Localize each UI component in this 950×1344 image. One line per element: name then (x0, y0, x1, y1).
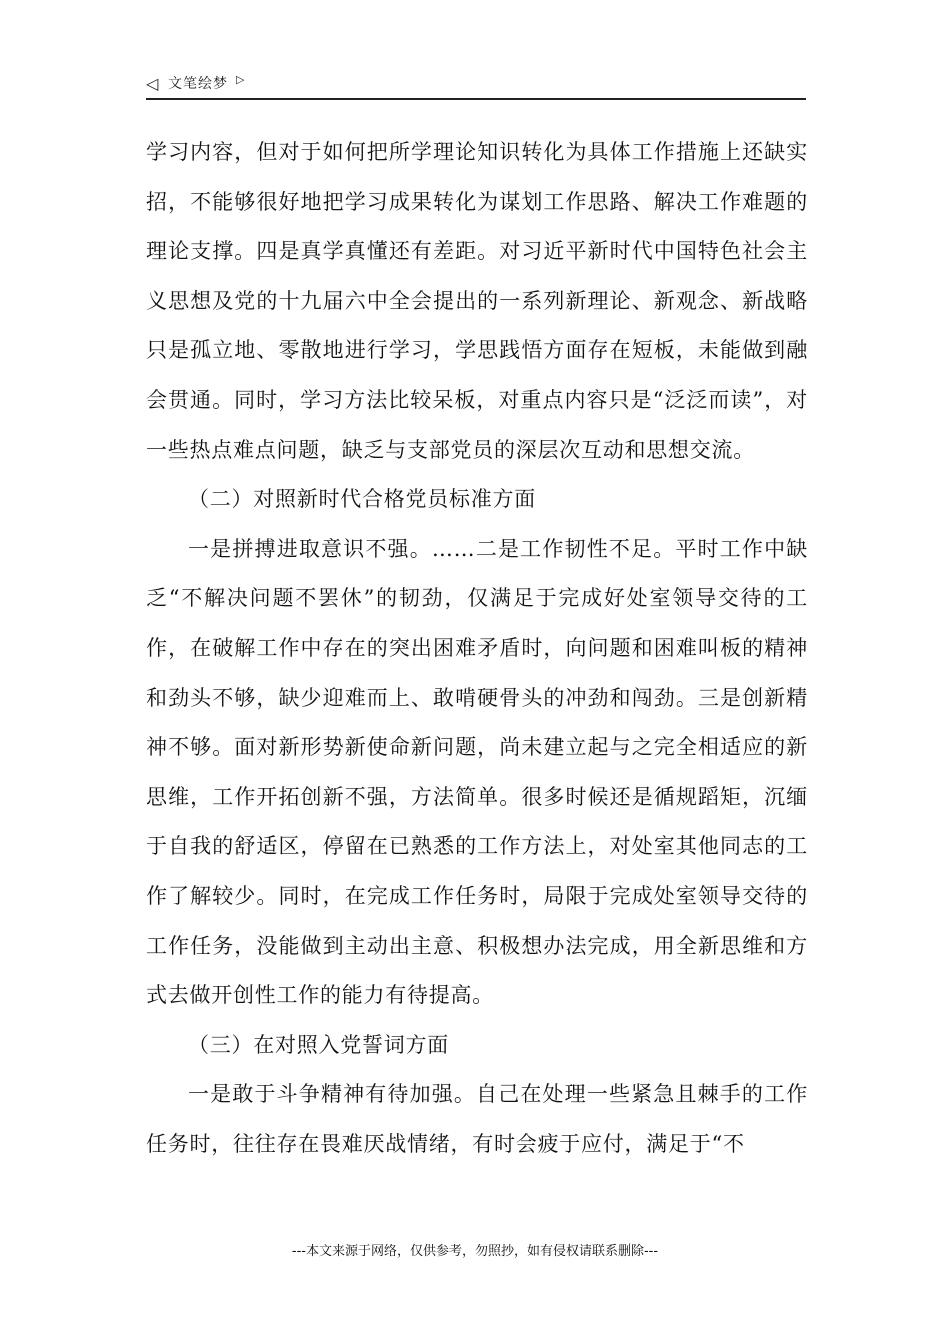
left-triangle-icon: ◁ (146, 74, 159, 93)
section-heading-3: （三）在对照入党誓词方面 (188, 1032, 449, 1057)
section-heading-2: （二）对照新时代合格党员标准方面 (188, 487, 536, 512)
header-title: 文笔绘梦 (168, 76, 228, 92)
paragraph-section-2: 一是拼搏进取意识不强。……二是工作韧性不足。平时工作中缺乏“不解决问题不罢休”的韧劲，仅满足于完成好处室领导交待的工作，在破解工作中存在的突出困难矛盾时，向问题和困难叫板的精神和劲头不够，缺少迎难而上、敢啃硬骨头的冲劲和闯劲。三是创新精神不够。面对新形势新使命新问题，尚未建立起与之完全相适应的新思维，工作开拓创新不强，方法简单。很多时候还是循规蹈矩，沉缅于自我的舒适区，停留在已熟悉的工作方法上，对处室其他同志的工作了解较少。同时，在完成工作任务时，局限于完成处室领导交待的工作任务，没能做到主动出主意、积极想办法完成，用全新思维和方式去做开创性工作的能力有待提高。 (146, 536, 808, 1008)
paragraph-continued: 学习内容，但对于如何把所学理论知识转化为具体工作措施上还缺实招，不能够很好地把学习成果转化为谋划工作思路、解决工作难题的理论支撑。四是真学真懂还有差距。对习近平新时代中国特色社会主义思想及党的十九届六中全会提出的一系列新理论、新观念、新战略只是孤立地、零散地进行学习，学思践悟方面存在短板，未能做到融会贯通。同时，学习方法比较呆板，对重点内容只是“泛泛而读”，对一些热点难点问题，缺乏与支部党员的深层次互动和思想交流。 (146, 140, 808, 462)
page-footer-disclaimer: ---本文来源于网络，仅供参考，勿照抄，如有侵权请联系删除--- (291, 1244, 659, 1259)
right-triangle-icon: ▷ (236, 73, 245, 86)
document-body (146, 128, 808, 1169)
page-header (146, 72, 806, 100)
paragraph-section-3: 一是敢于斗争精神有待加强。自己在处理一些紧急且棘手的工作任务时，往往存在畏难厌战情绪，有时会疲于应付，满足于“不 (146, 1082, 808, 1156)
